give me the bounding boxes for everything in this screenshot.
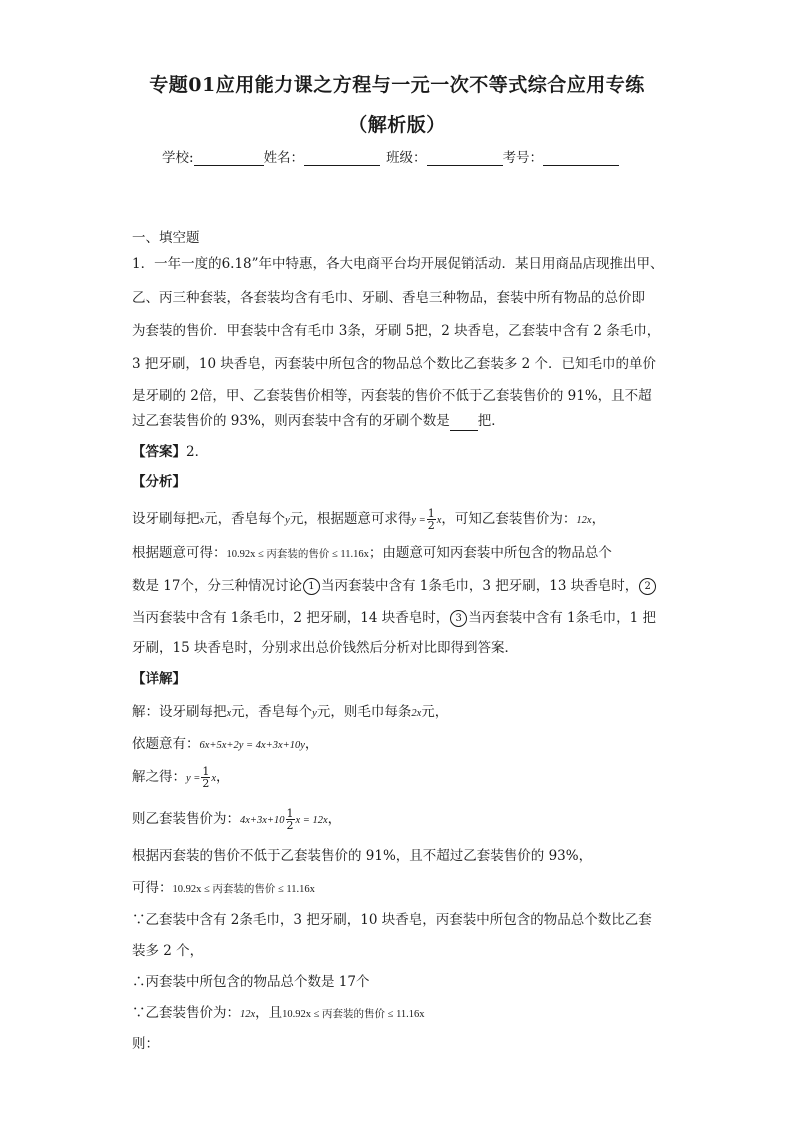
question-line: 乙、丙三种套装，各套装均含有毛巾、牙刷、香皂三种物品，套装中所有物品的总价即 (132, 290, 645, 306)
detail-line: 装多 2 个， (132, 943, 204, 959)
analysis-line: 牙刷，15 块香皂时，分别求出总价钱然后分析对比即得到答案． (132, 640, 518, 656)
detail-line: ∵乙套装中含有 2条毛巾，3 把牙刷，10 块香皂，丙套装中所包含的物品总个数比乙套 (132, 912, 652, 928)
detail-line: 解之得：y = $\frac{1}{2}$ x， (132, 765, 230, 790)
detail-line: 则乙套装售价为：4x+3x+10 $\frac{1}{2}$ x = 12x， (132, 807, 342, 832)
question-line-last: 过乙套装售价的 93%，则丙套装中含有的牙刷个数是 把． (132, 413, 505, 429)
class-field[interactable] (427, 151, 503, 166)
name-label: 姓名： (263, 150, 305, 166)
detail-line: 依题意有：6x+5x+2y = 4x+3x+10y， (132, 736, 319, 752)
analysis-label: 【分析】 (132, 474, 186, 490)
school-field[interactable] (194, 151, 264, 166)
page-subtitle: （解析版） (348, 114, 446, 136)
answer-blank[interactable] (450, 416, 478, 431)
analysis-line: 数是 17个，分三种情况讨论 1 当丙套装中含有 1条毛巾，3 把牙刷，13 块香皂时， 2 (132, 576, 657, 596)
name-field[interactable] (304, 151, 380, 166)
detail-line: ∴丙套装中所包含的物品总个数是 17个 (132, 974, 370, 990)
student-info-row (162, 146, 619, 166)
answer-label: 【答案】 (132, 444, 186, 460)
circled-two: 2 (639, 578, 656, 595)
section-heading: 一、填空题 (132, 230, 200, 246)
id-label: 考号： (502, 150, 544, 166)
detail-line: ∵乙套装售价为：12x，且10.92x ≤ 丙套装的售价 ≤ 11.16x (132, 1005, 425, 1021)
detail-label: 【详解】 (132, 671, 186, 687)
question-line: 1．一年一度的6.18”年中特惠，各大电商平台均开展促销活动．某日用商品店现推出甲、 (132, 256, 664, 272)
analysis-line: 根据题意可得：10.92x ≤ 丙套装的售价 ≤ 11.16x；由题意可知丙套装中所包含的物品总个 (132, 545, 612, 561)
detail-line: 根据丙套装的售价不低于乙套装售价的 91%，且不超过乙套装售价的 93%， (132, 848, 593, 864)
detail-line: 解：设牙刷每把x元，香皂每个y元，则毛巾每条2x元， (132, 704, 449, 720)
circled-three: 3 (450, 610, 467, 627)
answer-value: 2． (186, 444, 209, 460)
question-line: 为套装的售价．甲套装中含有毛巾 3条，牙刷 5把，2 块香皂，乙套装中含有 2 条毛巾， (132, 323, 661, 339)
fraction-half: $\frac{1}{2}$ (427, 507, 435, 532)
answer-line (132, 442, 208, 462)
detail-line: 可得：10.92x ≤ 丙套装的售价 ≤ 11.16x (132, 880, 315, 896)
analysis-line: 当丙套装中含有 1条毛巾，2 把牙刷，14 块香皂时， 3 当丙套装中含有 1条毛巾，1 把 (132, 610, 656, 626)
question-line: 3 把牙刷，10 块香皂，丙套装中所包含的物品总个数比乙套装多 2 个．已知毛巾的单价 (132, 356, 657, 372)
id-field[interactable] (543, 151, 619, 166)
page-title: 专题01应用能力课之方程与一元一次不等式综合应用专练 (149, 74, 645, 96)
class-label: 班级： (386, 150, 427, 166)
circled-one: 1 (303, 578, 320, 595)
detail-line: 则： (132, 1036, 159, 1052)
question-line: 是牙刷的 2倍，甲、乙套装售价相等，丙套装的售价不低于乙套装售价的 91%，且不超 (132, 388, 652, 404)
analysis-line: 设牙刷每把x元，香皂每个y元，根据题意可求得y = $\frac{1}{2}$ x，可知乙套装售价为：12x， (132, 507, 606, 532)
school-label: 学校: (162, 150, 194, 166)
